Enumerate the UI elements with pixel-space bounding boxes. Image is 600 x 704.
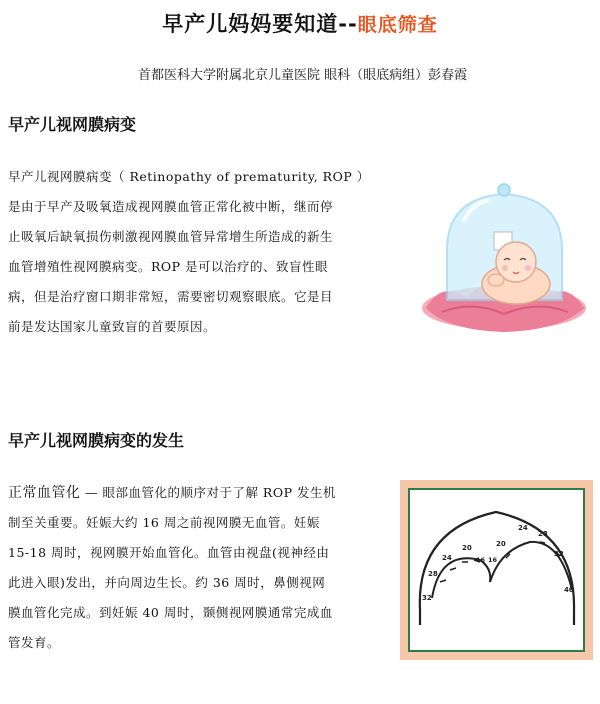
week-label: 28 (428, 570, 438, 578)
page-title (0, 8, 600, 38)
paragraph-line: 膜血管化完成。到妊娠 40 周时，颞侧视网膜通常完成血 (8, 605, 333, 620)
paragraph-line: 前是发达国家儿童致盲的首要原因。 (8, 319, 217, 334)
paragraph-line: 正常血管化 — 眼部血管化的顺序对于了解 ROP 发生机 (8, 485, 336, 501)
title-main: 早产儿妈妈要知道-- (162, 12, 358, 36)
vascularization-diagram (410, 490, 583, 650)
week-label: 40 (564, 586, 574, 594)
week-label: 32 (554, 550, 564, 558)
author-line: 首都医科大学附属北京儿童医院 眼科（眼底病组）彭春霞 (138, 68, 468, 83)
paragraph-line: 管发育。 (8, 635, 61, 650)
paragraph-line: 早产儿视网膜病变（ Retinopathy of prematurity, ROP ） (8, 169, 370, 184)
paragraph-line: 病，但是治疗窗口期非常短，需要密切观察眼底。它是目 (8, 289, 334, 304)
week-label: 24 (442, 554, 452, 562)
normal-vascularization-term: 正常血管化 (8, 485, 81, 501)
section-heading-rop: 早产儿视网膜病变 (8, 115, 137, 134)
week-label: 28 (538, 530, 548, 538)
baby-dome-illustration (412, 180, 592, 340)
paragraph-line: 制至关重要。妊娠大约 16 周之前视网膜无血管。妊娠 (8, 515, 320, 530)
vascularization-diagram-inner (408, 488, 585, 652)
paragraph-line: 此进入眼)发出，并向周边生长。约 36 周时，鼻侧视网 (8, 575, 326, 590)
week-label: 16 (488, 556, 498, 564)
title-accent: 眼底筛查 (357, 14, 438, 36)
paragraph-line: 血管增殖性视网膜病变。ROP 是可以治疗的、致盲性眼 (8, 259, 329, 274)
section-heading-development: 早产儿视网膜病变的发生 (8, 431, 185, 450)
vascularization-diagram-frame (400, 480, 593, 660)
paragraph-line: 是由于早产及吸氧造成视网膜血管正常化被中断，继而停 (8, 199, 334, 214)
paragraph-line: 止吸氧后缺氧损伤刺激视网膜血管异常增生所造成的新生 (8, 229, 334, 244)
week-label: 20 (462, 544, 472, 552)
paragraph-line: 15-18 周时，视网膜开始血管化。血管由视盘(视神经由 (8, 545, 330, 560)
section-development-paragraph (8, 478, 393, 658)
week-label: 20 (496, 540, 506, 548)
week-label: 24 (518, 524, 528, 532)
week-label: 16 (476, 556, 486, 564)
week-label: 32 (422, 594, 432, 602)
section-rop-paragraph (8, 162, 403, 342)
